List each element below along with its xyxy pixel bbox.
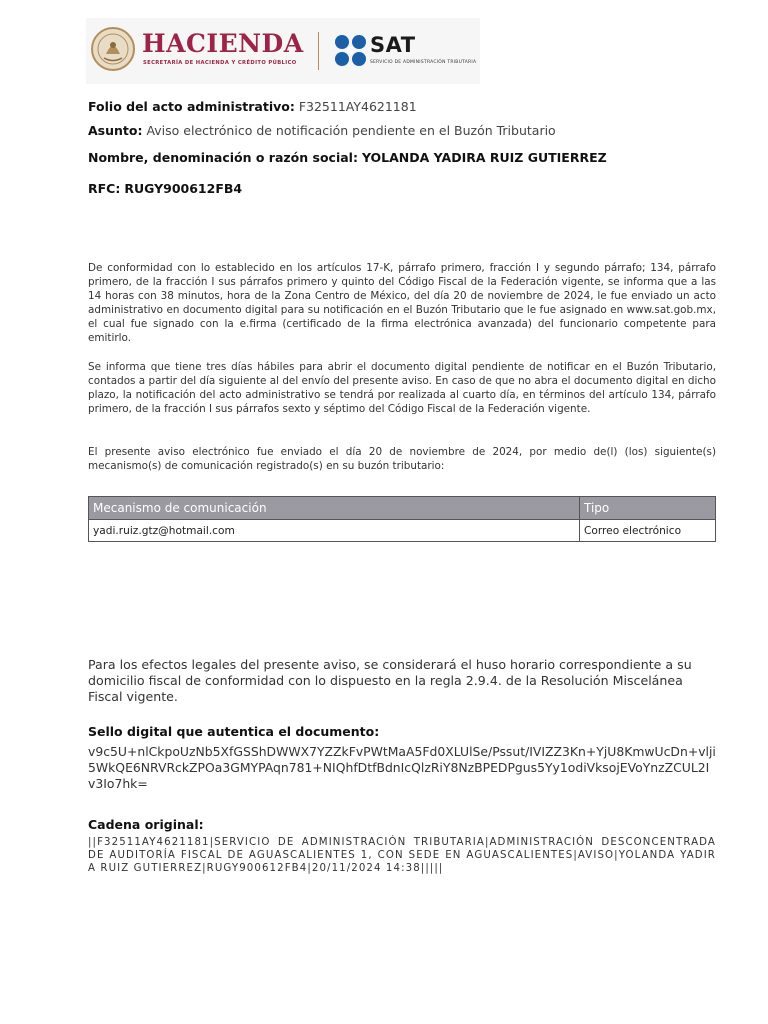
- rfc-field: [88, 181, 242, 196]
- rfc-label: RFC:: [88, 181, 121, 196]
- header-type: Tipo: [580, 497, 716, 520]
- asunto-value: Aviso electrónico de notificación pendiente en el Buzón Tributario: [146, 123, 556, 138]
- paragraph-mechanism: El presente aviso electrónico fue enviado el día 20 de noviembre de 2024, por medio de(l) (los) siguiente(s) mecanismo(s) de comunicación registrado(s) en su buzón tributario:: [88, 446, 716, 472]
- folio-field: [88, 99, 417, 114]
- rfc-value: RUGY900612FB4: [124, 181, 243, 196]
- national-seal-icon: [90, 26, 136, 72]
- logo-divider: [318, 32, 319, 70]
- header-logos: [86, 18, 480, 84]
- seal-label: Sello digital que autentica el documento:: [88, 724, 380, 739]
- legal-note: Para los efectos legales del presente aviso, se considerará el huso horario correspondiente a su domicilio fiscal de conformidad con lo dispuesto en la regla 2.9.4. de la Resolución Miscelánea Fiscal vigente.: [88, 657, 692, 704]
- asunto-label: Asunto:: [88, 123, 143, 138]
- seal-value: v9c5U+nlCkpoUzNb5XfGSShDWWX7YZZkFvPWtMaA5Fd0XLUlSe/Pssut/IVIZZ3Kn+YjU8KmwUcDn+vlji5WkQE6NRVRckZPOa3GMYPAqn781+NIQhfDtfBdnIcQlzRiY8NzBPEDPgus5Yy1odiVksojEVoYnzZCUL2Iv3Io7hk=: [88, 744, 716, 791]
- nombre-value: YOLANDA YADIRA RUIZ GUTIERREZ: [361, 150, 607, 165]
- folio-label: Folio del acto administrativo:: [88, 99, 295, 114]
- paragraph-notification: De conformidad con lo establecido en los artículos 17-K, párrafo primero, fracción I y segundo párrafo; 134, párrafo primero, de la fracción I sus párrafos primero y quinto del Código Fiscal de la Federación vigente, se informa que a las 14 horas con 38 minutos, hora de la Zona Centro de México, del día 20 de noviembre de 2024, le fue enviado un acto administrativo en documento digital para su notificación en el Buzón Tributario que le fue asignado en www.sat.gob.mx, el cual fue signado con la e.firma (certificado de la firma electrónica avanzada) del funcionario competente para emitirlo.: [88, 262, 716, 344]
- chain-label: Cadena original:: [88, 817, 204, 832]
- header-mechanism: Mecanismo de comunicación: [89, 497, 580, 520]
- nombre-label: Nombre, denominación o razón social:: [88, 150, 358, 165]
- nombre-field: [88, 150, 607, 165]
- table-header-row: [89, 497, 716, 520]
- table-row: [89, 520, 716, 542]
- asunto-field: [88, 123, 556, 138]
- chain-value: ||F32511AY4621181|SERVICIO DE ADMINISTRACIÓN TRIBUTARIA|ADMINISTRACIÓN DESCONCENTRADA DE AUDITORÍA FISCAL DE AGUASCALIENTES 1, CON SEDE EN AGUASCALIENTES|AVISO|YOLANDA YADIRA RUIZ GUTIERREZ|RUGY900612FB4|20/11/2024 14:38|||||: [88, 837, 716, 874]
- communication-table: [88, 496, 716, 542]
- cell-email: yadi.ruiz.gtz@hotmail.com: [89, 520, 580, 542]
- paragraph-deadline: Se informa que tiene tres días hábiles para abrir el documento digital pendiente de notificar en el Buzón Tributario, contados a partir del día siguiente al del envío del presente aviso. En caso de que no abra el documento digital en dicho plazo, la notificación del acto administrativo se tendrá por realizada al cuarto día, en términos del artículo 134, párrafo primero, de la fracción I sus párrafos sexto y séptimo del Código Fiscal de la Federación vigente.: [88, 361, 716, 415]
- hacienda-subtitle: SECRETARÍA DE HACIENDA Y CRÉDITO PÚBLICO: [143, 60, 297, 66]
- folio-value: F32511AY4621181: [298, 99, 417, 114]
- sat-title: SAT: [370, 33, 416, 57]
- sat-subtitle: SERVICIO DE ADMINISTRACIÓN TRIBUTARIA: [370, 60, 477, 65]
- cell-type: Correo electrónico: [580, 520, 716, 542]
- hacienda-title: HACIENDA: [142, 29, 304, 58]
- sat-logo-icon: [334, 34, 368, 68]
